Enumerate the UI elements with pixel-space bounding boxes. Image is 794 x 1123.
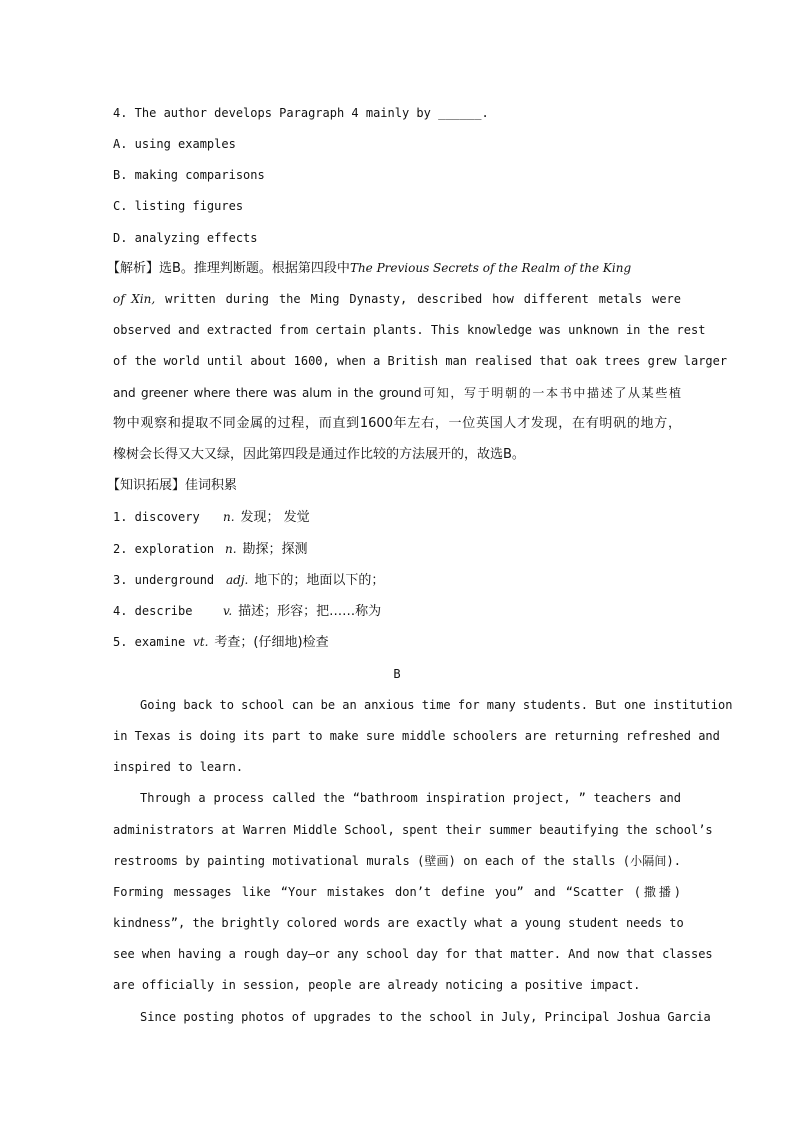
vocab-meaning: 描述；形容；把……称为 [238,604,382,619]
vocab-meaning: 地下的；地面以下的； [254,573,385,588]
vocab-pos: v. [223,604,233,618]
vocab-pos: adj. [226,573,249,587]
vocab-meaning: 勘探；探测 [242,542,308,557]
passage-line: Forming messages like “Your mistakes don’t define you” and “Scatter (撒播) [113,885,681,899]
analysis-text: written during the Ming Dynasty, described how different metals were [155,292,681,306]
passage-line: inspired to learn. [113,760,244,774]
option-a: A. using examples [113,137,236,151]
vocab-item [113,570,384,591]
book-title: The Previous Secrets of the Realm of the King [349,261,632,275]
vocab-item [113,539,308,560]
vocab-word: 4. describe [113,604,193,618]
vocab-item [113,507,310,528]
analysis-line-5: and greener where there was alum in the ground可知，写于明朝的一本书中描述了从某些植 [113,386,681,400]
analysis-line-2 [113,289,681,309]
passage-line: Going back to school can be an anxious time for many students. But one institution [140,698,733,712]
analysis-tag: 【解析】 [107,261,160,276]
question-stem: 4. The author develops Paragraph 4 mainly by ______. [113,106,489,120]
option-c: C. listing figures [113,199,244,213]
vocab-word: 3. underground [113,573,215,587]
analysis-line-1 [107,258,631,279]
passage-line: kindness”, the brightly colored words are exactly what a young student needs to [113,916,684,930]
passage-line: restrooms by painting motivational murals (壁画) on each of the stalls (小隔间). [113,854,681,868]
passage-line: Through a process called the “bathroom inspiration project, ” teachers and [140,791,681,805]
option-b: B. making comparisons [113,168,265,182]
passage-line: administrators at Warren Middle School, spent their summer beautifying the school’s [113,823,713,837]
analysis-line-4: of the world until about 1600, when a British man realised that oak trees grew larger [113,354,728,368]
vocab-word: 5. examine [113,635,186,649]
passage-label: B [393,667,401,681]
book-title-end: of Xin, [113,292,156,306]
knowledge-heading: 【知识拓展】佳词积累 [107,478,238,493]
vocab-pos: n. [225,542,237,556]
option-d: D. analyzing effects [113,231,258,245]
passage-line: are officially in session, people are already noticing a positive impact. [113,978,641,992]
vocab-meaning: 考查；(仔细地)检查 [214,635,329,650]
vocab-pos: vt. [193,635,209,649]
passage-line: in Texas is doing its part to make sure middle schoolers are returning refreshed and [113,729,720,743]
vocab-pos: n. [223,510,235,524]
analysis-line-6: 物中观察和提取不同金属的过程，而直到1600年左右，一位英国人才发现，在有明矾的地方， [113,416,681,431]
vocab-word: 1. discovery [113,510,200,524]
analysis-line-7: 橡树会长得又大又绿，因此第四段是通过作比较的方法展开的，故选B。 [113,447,525,462]
analysis-line-3: observed and extracted from certain plants. This knowledge was unknown in the rest [113,323,706,337]
analysis-intro: 选B。推理判断题。根据第四段中 [159,261,350,276]
vocab-item [113,632,329,653]
passage-line: Since posting photos of upgrades to the school in July, Principal Joshua Garcia [140,1010,711,1024]
vocab-word: 2. exploration [113,542,215,556]
vocab-meaning: 发现； 发觉 [240,510,310,525]
vocab-item [113,601,381,622]
passage-line: see when having a rough day—or any school day for that matter. And now that classes [113,947,713,961]
